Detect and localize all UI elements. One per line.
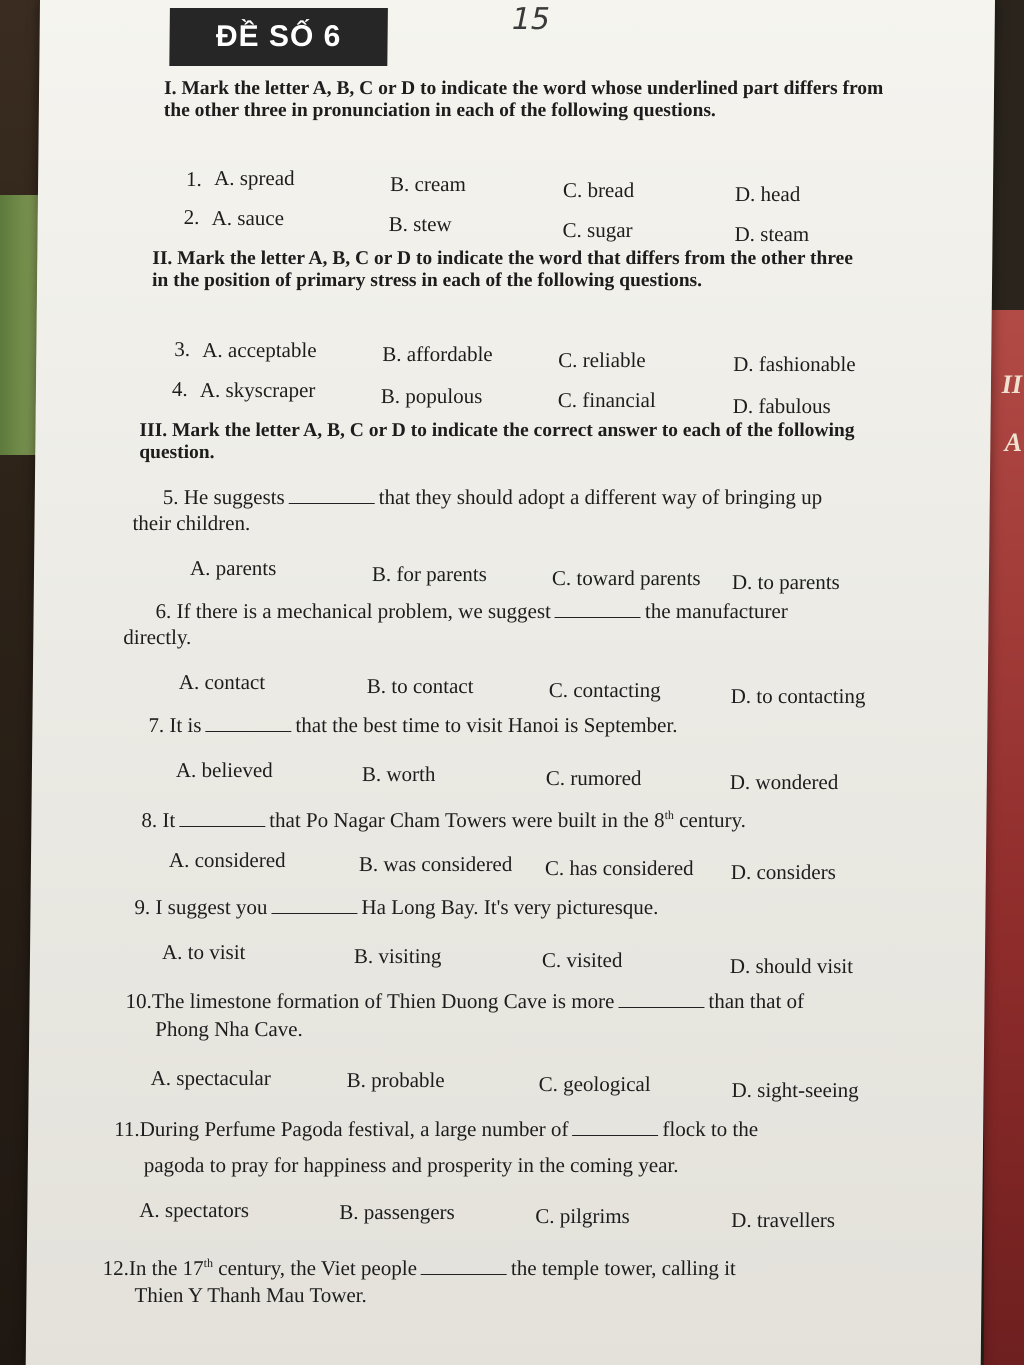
question-10: 10.The limestone formation of Thien Duong Cave is more than that of bbox=[125, 989, 805, 1013]
question-7: 7. It is that the best time to visit Hanoi is September. bbox=[148, 713, 678, 737]
option-b: B. cream bbox=[389, 172, 466, 196]
option-b: B. passengers bbox=[339, 1200, 455, 1224]
section-2-instructions bbox=[152, 248, 872, 292]
option-c: C. pilgrims bbox=[535, 1204, 630, 1228]
side-letter: II bbox=[1001, 370, 1022, 399]
question-11-continued: pagoda to pray for happiness and prosperity in the coming year. bbox=[143, 1153, 679, 1177]
section-text: Mark the letter A, B, C or D to indicate the correct answer to each of the following question. bbox=[139, 420, 855, 463]
option-b: B. visiting bbox=[353, 944, 442, 968]
question-number: 2. bbox=[183, 205, 200, 229]
section-text: Mark the letter A, B, C or D to indicate the word whose underlined part differs from the other three in pronunciation in each of the following questions. bbox=[163, 78, 884, 121]
option-d: D. considers bbox=[730, 860, 836, 884]
section-3-instructions bbox=[139, 420, 899, 464]
question-10-continued: Phong Nha Cave. bbox=[155, 1017, 303, 1041]
option-b: B. stew bbox=[388, 212, 452, 236]
option-a: A. acceptable bbox=[202, 338, 317, 362]
question-11: 11.During Perfume Pagoda festival, a large number of flock to the bbox=[114, 1117, 759, 1141]
option-c: C. geological bbox=[538, 1072, 651, 1096]
option-c: C. toward parents bbox=[551, 566, 701, 590]
question-6-continued: directly. bbox=[123, 625, 192, 649]
section-1-instructions bbox=[164, 78, 884, 122]
option-b: B. for parents bbox=[371, 562, 488, 586]
question-8: 8. It that Po Nagar Cham Towers were built in the 8th century. bbox=[141, 808, 747, 832]
option-a: A. sauce bbox=[211, 206, 285, 230]
option-d: D. travellers bbox=[731, 1208, 836, 1232]
question-5: 5. He suggests that they should adopt a different way of bringing up bbox=[162, 485, 823, 509]
handwritten-score: 15 bbox=[511, 2, 551, 37]
answer-blank bbox=[205, 713, 291, 732]
question-number: 4. bbox=[171, 377, 188, 401]
option-d: D. to contacting bbox=[730, 684, 866, 708]
question-12-continued: Thien Y Thanh Mau Tower. bbox=[134, 1283, 367, 1307]
option-d: D. wondered bbox=[729, 770, 839, 794]
answer-blank bbox=[555, 599, 641, 618]
question-6: 6. If there is a mechanical problem, we suggest the manufacturer bbox=[155, 599, 788, 623]
answer-blank bbox=[618, 989, 704, 1008]
option-c: C. sugar bbox=[562, 218, 633, 242]
option-c: C. visited bbox=[541, 948, 623, 972]
option-d: D. sight-seeing bbox=[731, 1078, 859, 1102]
option-c: C. contacting bbox=[548, 678, 661, 702]
option-c: C. rumored bbox=[545, 766, 642, 790]
option-d: D. head bbox=[734, 182, 801, 206]
option-c: C. bread bbox=[562, 178, 635, 202]
answer-blank bbox=[179, 808, 265, 827]
section-label: II. bbox=[152, 248, 173, 269]
option-a: A. considered bbox=[168, 848, 286, 872]
page-title: ĐỀ SỐ 6 bbox=[169, 8, 388, 66]
option-b: B. was considered bbox=[358, 852, 513, 876]
option-b: B. to contact bbox=[366, 674, 474, 698]
option-b: B. populous bbox=[380, 384, 483, 408]
option-a: A. skyscraper bbox=[199, 378, 316, 402]
option-b: B. worth bbox=[361, 762, 436, 786]
section-text: Mark the letter A, B, C or D to indicate the word that differs from the other three in the position of primary stress in each of the following questions. bbox=[151, 248, 854, 291]
option-c: C. reliable bbox=[558, 348, 646, 372]
option-b: B. affordable bbox=[382, 342, 493, 366]
exam-page bbox=[26, 0, 995, 1365]
option-a: A. contact bbox=[178, 670, 266, 694]
answer-blank bbox=[271, 895, 357, 914]
option-c: C. has considered bbox=[544, 856, 694, 880]
question-9: 9. I suggest you Ha Long Bay. It's very picturesque. bbox=[134, 895, 659, 919]
option-b: B. probable bbox=[346, 1068, 445, 1092]
option-a: A. believed bbox=[175, 758, 273, 782]
option-d: D. fashionable bbox=[733, 352, 856, 376]
section-label: III. bbox=[139, 420, 168, 441]
option-d: D. to parents bbox=[731, 570, 840, 594]
question-12: 12.In the 17th century, the Viet people the temple tower, calling it bbox=[102, 1256, 736, 1280]
section-label: I. bbox=[163, 78, 177, 99]
option-c: C. financial bbox=[557, 388, 656, 412]
question-5-continued: their children. bbox=[132, 511, 251, 535]
answer-blank bbox=[572, 1117, 658, 1136]
answer-blank bbox=[421, 1256, 507, 1275]
option-d: D. steam bbox=[734, 222, 810, 246]
option-d: D. should visit bbox=[729, 954, 854, 978]
option-a: A. spectacular bbox=[150, 1066, 271, 1090]
question-number: 1. bbox=[185, 167, 203, 191]
option-a: A. spectators bbox=[139, 1198, 250, 1222]
question-number: 3. bbox=[174, 337, 191, 361]
answer-blank bbox=[289, 485, 375, 504]
side-letter: A bbox=[1004, 428, 1022, 457]
option-a: A. spread bbox=[214, 166, 295, 190]
option-d: D. fabulous bbox=[732, 394, 831, 418]
option-a: A. to visit bbox=[161, 940, 246, 964]
option-a: A. parents bbox=[189, 556, 277, 580]
